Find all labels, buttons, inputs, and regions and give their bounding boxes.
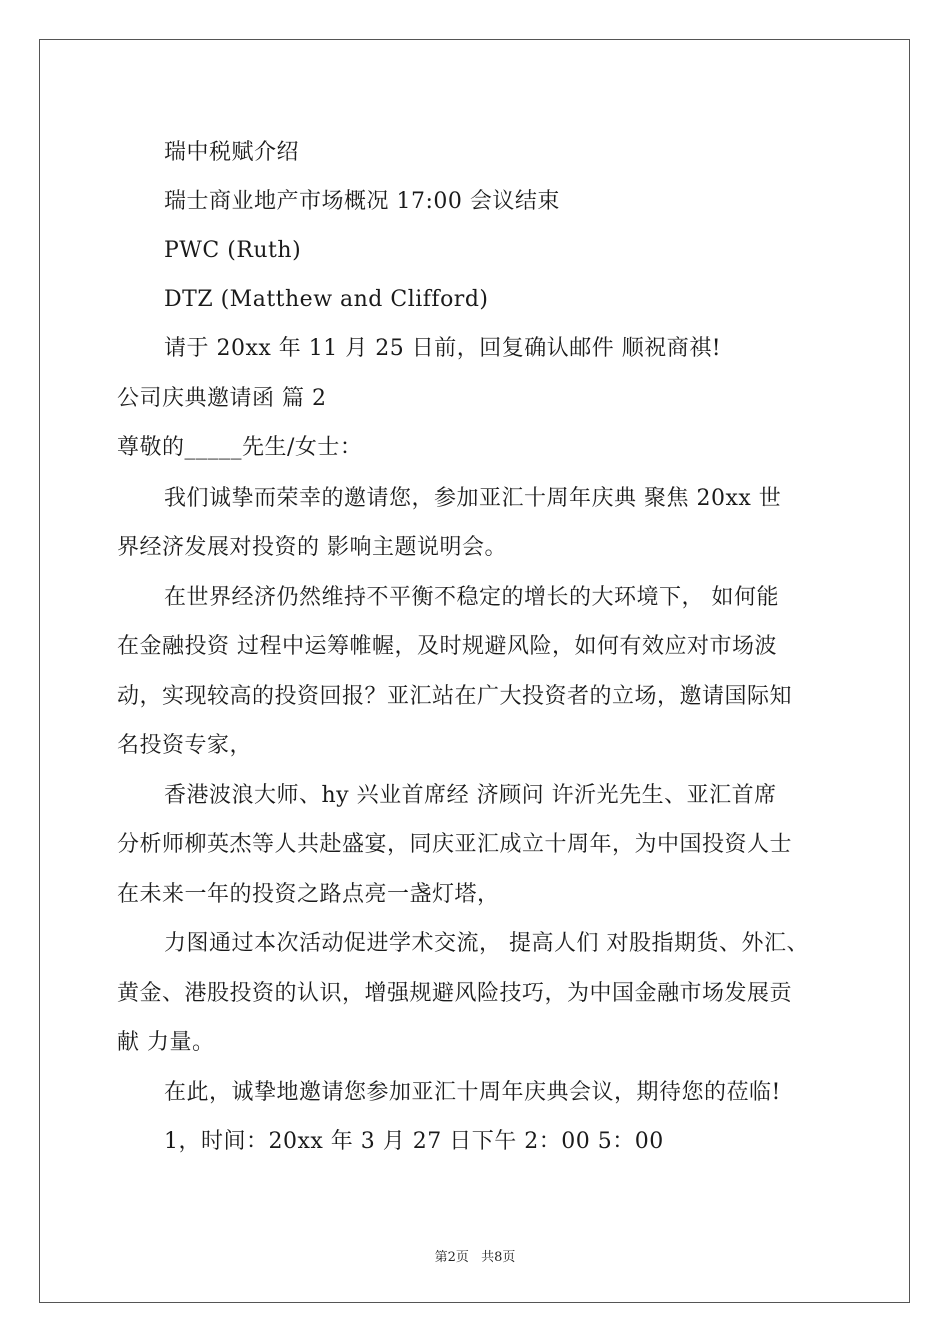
agenda-line-pwc: PWC (Ruth) <box>164 238 302 263</box>
page-footer <box>0 1246 950 1265</box>
paragraph-line: 在世界经济仍然维持不平衡不稳定的增长的大环境下， 如何能 <box>164 585 779 610</box>
agenda-line-realestate: 瑞士商业地产市场概况 17:00 会议结束 <box>164 189 560 214</box>
paragraph-line: 香港波浪大师、hy 兴业首席经 济顾问 许沂光先生、亚汇首席 <box>164 783 777 808</box>
section-heading: 公司庆典邀请函 篇 2 <box>117 386 327 411</box>
paragraph-line: 在未来一年的投资之路点亮一盏灯塔， <box>117 882 500 907</box>
salutation: 尊敬的_____先生/女士： <box>117 435 363 460</box>
paragraph-line: 献 力量。 <box>117 1030 215 1055</box>
invitation-line: 在此，诚挚地邀请您参加亚汇十周年庆典会议，期待您的莅临! <box>164 1080 781 1105</box>
paragraph-line: 动，实现较高的投资回报？亚汇站在广大投资者的立场，邀请国际知 <box>117 684 793 709</box>
page-number: 第2页 <box>434 1250 469 1265</box>
page-frame <box>39 39 910 1303</box>
paragraph-line: 黄金、港股投资的认识，增强规避风险技巧，为中国金融市场发展贡 <box>117 981 793 1006</box>
paragraph-line: 名投资专家， <box>117 733 253 758</box>
agenda-line-dtz: DTZ (Matthew and Clifford) <box>164 287 489 312</box>
rsvp-line: 请于 20xx 年 11 月 25 日前，回复确认邮件 顺祝商祺! <box>164 336 722 361</box>
paragraph-line: 力图通过本次活动促进学术交流， 提高人们 对股指期货、外汇、 <box>164 931 809 956</box>
paragraph-line: 我们诚挚而荣幸的邀请您，参加亚汇十周年庆典 聚焦 20xx 世 <box>164 486 782 511</box>
paragraph-line: 界经济发展对投资的 影响主题说明会。 <box>117 535 507 560</box>
paragraph-line: 在金融投资 过程中运筹帷幄，及时规避风险，如何有效应对市场波 <box>117 634 777 659</box>
paragraph-line: 分析师柳英杰等人共赴盛宴，同庆亚汇成立十周年，为中国投资人士 <box>117 832 793 857</box>
page-total: 共8页 <box>481 1250 516 1265</box>
agenda-line-tax: 瑞中税赋介绍 <box>164 140 300 165</box>
time-line: 1，时间：20xx 年 3 月 27 日下午 2：00 5：00 <box>164 1129 664 1154</box>
